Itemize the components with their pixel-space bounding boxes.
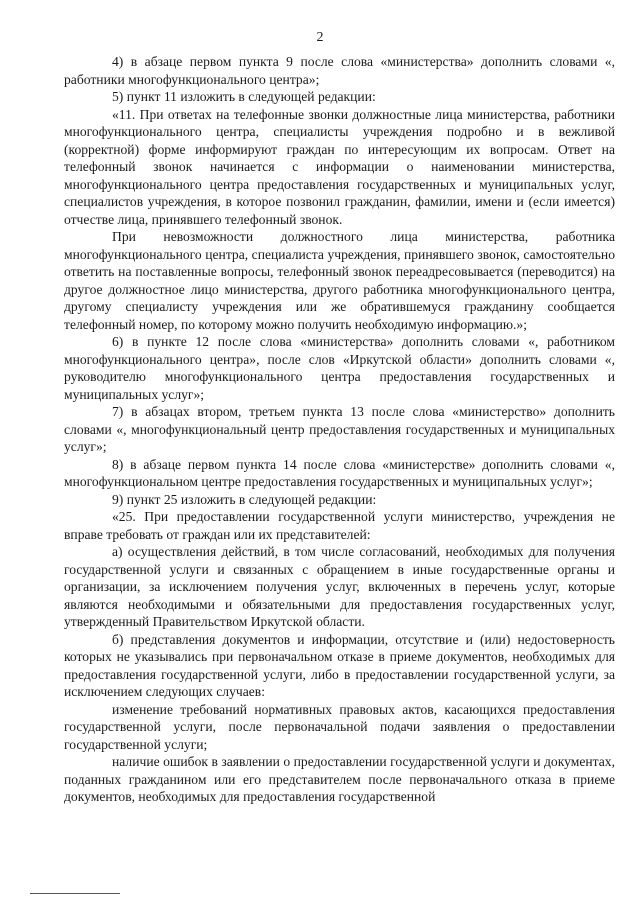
paragraph-item-9: 9) пункт 25 изложить в следующей редакции:: [112, 491, 377, 507]
document-body: [64, 53, 615, 806]
paragraph-subclause-b: б) представления документов и информации, отсутствие и (или) недостоверность которых не указывались при первоначальном отказе в приеме документов, необходимых для предоставления государственной услуги, либо в предоставлении государственной услуги, за исключением следующих случаев:: [64, 631, 615, 699]
paragraph-exception-2: наличие ошибок в заявлении о предоставлении государственной услуги и документах, поданных гражданином или его представителем после первоначального отказа в приеме документов, необходимых для предоставления государственной: [64, 754, 615, 804]
paragraph-item-8: 8) в абзаце первом пункта 14 после слова «министерстве» дополнить словами «, многофункциональном центре предоставления государственных и муниципальных услуг»;: [64, 456, 615, 489]
footer-divider: [30, 893, 120, 894]
paragraph-item-4: 4) в абзаце первом пункта 9 после слова «министерства» дополнить словами «, работники многофункционального центра»;: [64, 54, 615, 87]
paragraph-clause-11: «11. При ответах на телефонные звонки должностные лица министерства, работники многофункционального центра, специалисты учреждения подробно и в вежливой (корректной) форме информируют граждан по интересующим их вопросам. Ответ на телефонный звонок начинается с информации о наименовании министерства, многофункционального центра предоставления государственных и муниципальных услуг, специалистов учреждения, в которое позвонил гражданин, фамилии, имени и (если имеется) отчестве лица, принявшего телефонный звонок.: [64, 106, 615, 227]
paragraph-item-6: 6) в пункте 12 после слова «министерства» дополнить словами «, работником многофункционального центра», после слов «Иркутской области» дополнить словами «, руководителю многофункционального центра предоставления государственных и муниципальных услуг»;: [64, 334, 615, 402]
paragraph-clause-11-continued: При невозможности должностного лица министерства, работника многофункционального центра, специалиста учреждения, принявшего звонок, самостоятельно ответить на поставленные вопросы, телефонный звонок переадресовывается (переводится) на другое должностное лицо министерства, другого работника многофункционального центра, другому специалисту учреждения или же обратившемуся гражданину сообщается телефонный номер, по которому можно получить необходимую информацию.»;: [64, 229, 615, 332]
paragraph-clause-25: «25. При предоставлении государственной услуги министерство, учреждения не вправе требовать от граждан или их представителей:: [64, 509, 615, 542]
paragraph-exception-1: изменение требований нормативных правовых актов, касающихся предоставления государственной услуги, после первоначальной подачи заявления о предоставлении государственной услуги;: [64, 701, 615, 752]
paragraph-subclause-a: а) осуществления действий, в том числе согласований, необходимых для получения государственной услуги и связанных с обращением в иные государственные органы и организации, за исключением получения услуг, включенных в перечень услуг, которые являются необходимыми и обязательными для предоставления государственных услуг, утвержденный Правительством Иркутской области.: [64, 544, 615, 629]
paragraph-item-7: 7) в абзацах втором, третьем пункта 13 после слова «министерство» дополнить словами «, многофункциональный центр предоставления государственных и муниципальных услуг»;: [64, 404, 615, 454]
page-number: 2: [316, 30, 324, 45]
paragraph-item-5: 5) пункт 11 изложить в следующей редакции:: [112, 89, 376, 104]
